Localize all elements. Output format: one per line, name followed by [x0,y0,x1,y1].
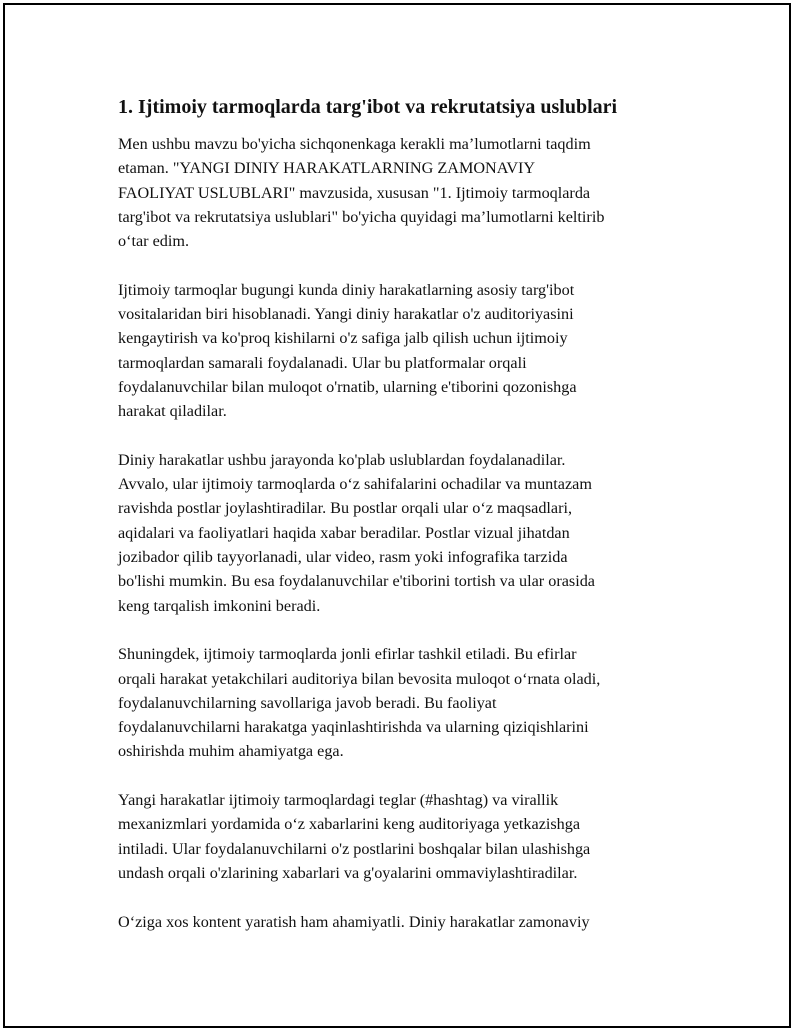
paragraph-line: vositalaridan biri hisoblanadi. Yangi diniy harakatlar o'z auditoriyasini [118,305,574,324]
paragraph-line: Ijtimoiy tarmoqlar bugungi kunda diniy harakatlarning asosiy targ'ibot [118,280,575,299]
paragraph-line: foydalanuvchilarni harakatga yaqinlashtirishda va ularning qiziqishlarini [118,718,589,737]
paragraph-line: o‘tar edim. [118,232,190,251]
paragraph-5 [118,788,678,885]
paragraph-6 [118,910,678,934]
paragraph-line: keng tarqalish imkonini beradi. [118,596,321,615]
paragraph-line: Men ushbu mavzu bo'yicha sichqonenkaga kerakli ma’lumotlarni taqdim [118,135,591,153]
paragraph-line: ravishda postlar joylashtiradilar. Bu postlar orqali ular o‘z maqsadlari, [118,499,573,518]
paragraph-line: aqidalari va faoliyatlari haqida xabar beradilar. Postlar vizual jihatdan [118,523,570,542]
paragraph-line: orqali harakat yetakchilari auditoriya bilan bevosita muloqot o‘rnata oladi, [118,669,601,688]
paragraph-4 [118,642,678,763]
paragraph-line: foydalanuvchilar bilan muloqot o'rnatib, ularning e'tiborini qozonishga [118,377,577,396]
paragraph-line: Diniy harakatlar ushbu jarayonda ko'plab uslublardan foydalanadilar. [118,450,566,469]
paragraph-line: kengaytirish va ko'proq kishilarni o'z safiga jalb qilish uchun ijtimoiy [118,329,568,348]
paragraph-line: mexanizmlari yordamida o‘z xabarlarini keng auditoriyaga yetkazishga [118,815,581,834]
paragraph-line: etaman. "YANGI DINIY HARAKATLARNING ZAMONAVIY [118,159,536,178]
paragraph-line: Yangi harakatlar ijtimoiy tarmoqlardagi teglar (#hashtag) va virallik [118,791,559,810]
paragraph-line: undash orqali o'zlarining xabarlari va g'oyalarini ommaviylashtiradilar. [118,863,578,882]
paragraph-line: O‘ziga xos kontent yaratish ham ahamiyatli. Diniy harakatlar zamonaviy [118,912,590,931]
paragraph-3 [118,448,678,618]
paragraph-line: harakat qiladilar. [118,402,227,421]
paragraph-line: intiladi. Ular foydalanuvchilarni o'z postlarini boshqalar bilan ulashishga [118,839,591,858]
paragraph-line: Shuningdek, ijtimoiy tarmoqlarda jonli efirlar tashkil etiladi. Bu efirlar [118,645,577,664]
paragraph-line: FAOLIYAT USLUBLARI" mavzusida, xususan "1. Ijtimoiy tarmoqlarda [118,183,591,202]
paragraph-line: targ'ibot va rekrutatsiya uslublari" bo'yicha quyidagi ma’lumotlarni keltirib [118,207,605,226]
paragraph-line: jozibador qilib tayyorlanadi, ular video, rasm yoki infografika tarzida [118,548,568,567]
paragraph-line: bo'lishi mumkin. Bu esa foydalanuvchilar e'tiborini tortish va ular orasida [118,572,595,591]
paragraph-1 [118,132,678,253]
paragraph-2 [118,278,678,424]
document-body [118,94,678,958]
paragraph-line: tarmoqlardan samarali foydalanadi. Ular bu platformalar orqali [118,353,527,372]
paragraph-line: Avvalo, ular ijtimoiy tarmoqlarda o‘z sahifalarini ochadilar va muntazam [118,475,592,494]
section-heading: 1. Ijtimoiy tarmoqlarda targ'ibot va rekrutatsiya uslublari [118,96,618,118]
paragraph-line: foydalanuvchilarning savollariga javob beradi. Bu faoliyat [118,693,497,712]
paragraph-line: oshirishda muhim ahamiyatga ega. [118,742,344,761]
